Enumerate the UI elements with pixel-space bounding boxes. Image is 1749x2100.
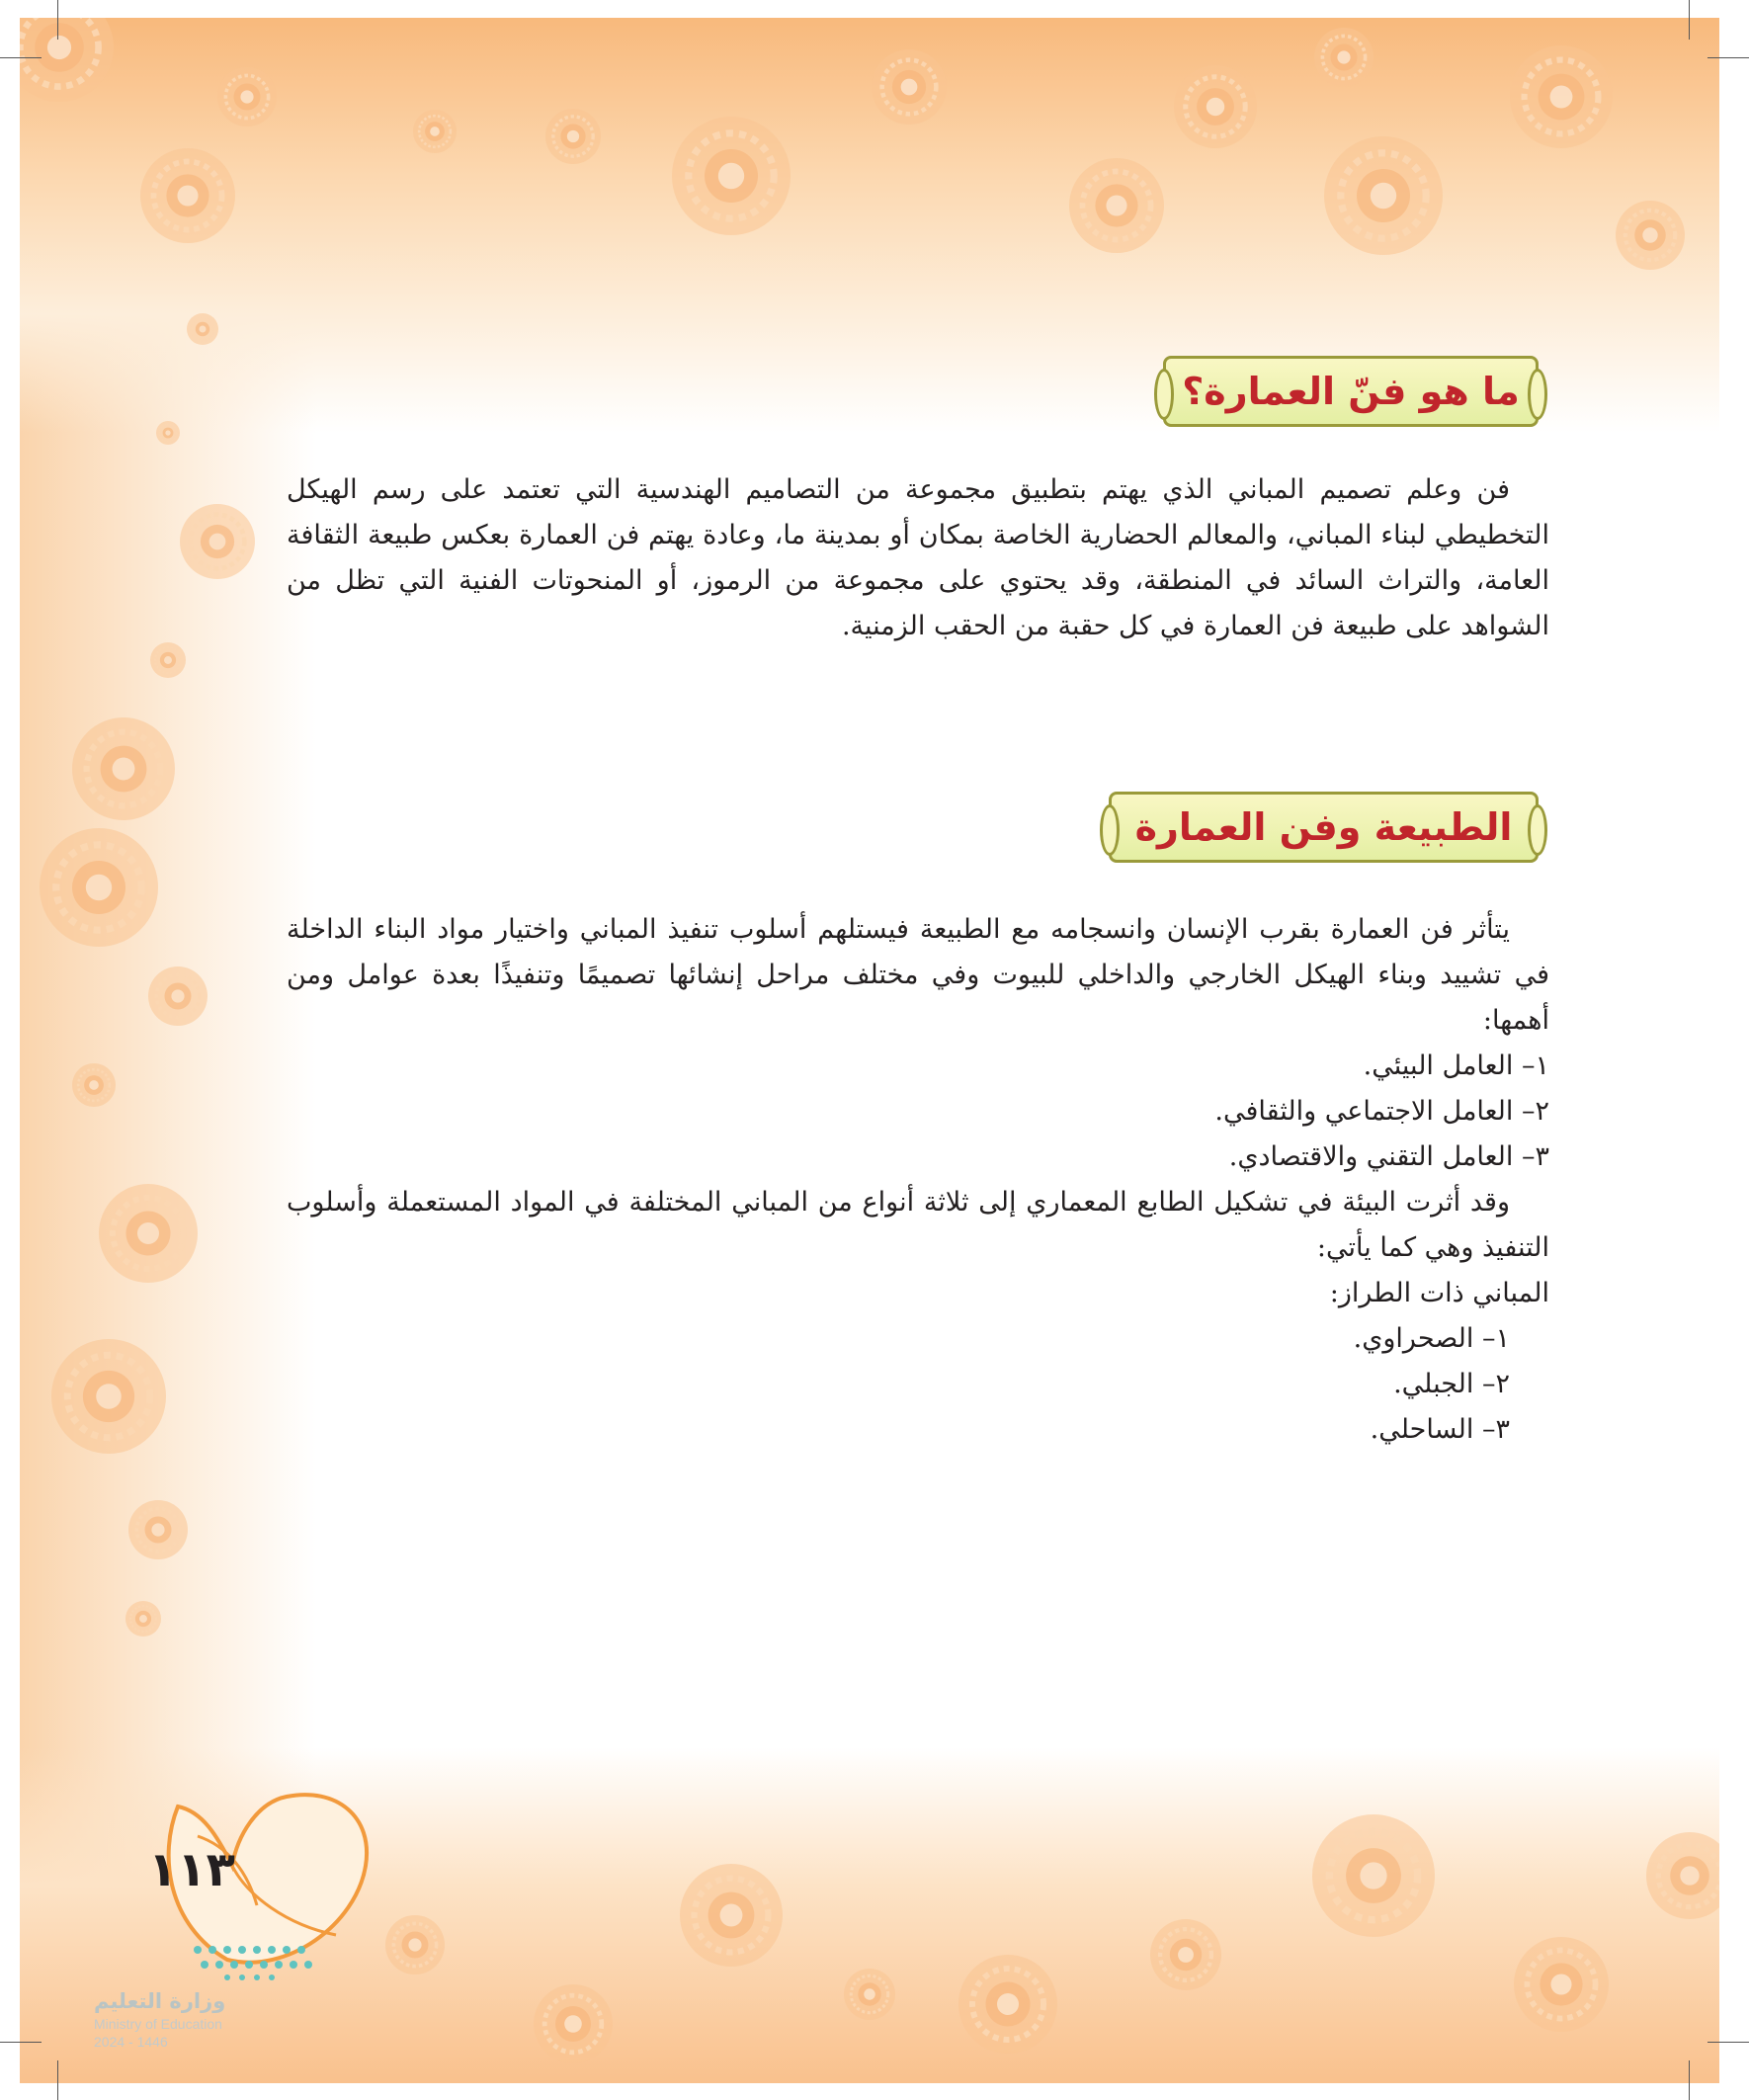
factor-item: ٣– العامل التقني والاقتصادي. — [1228, 1141, 1549, 1172]
ministry-name-arabic: وزارة التعليم — [94, 1989, 226, 2013]
heading-nature-and-architecture — [1109, 792, 1539, 863]
nature-intro-paragraph — [287, 907, 1549, 1044]
definition-paragraph — [287, 467, 1549, 649]
crop-mark — [1689, 0, 1690, 40]
style-item: ٣– الساحلي. — [1370, 1414, 1510, 1445]
crop-mark — [57, 0, 58, 40]
nature-intro-text: يتأثر فن العمارة بقرب الإنسان وانسجامه مع الطبيعة فيستلهم أسلوب تنفيذ المباني واختيار مواد البناء الداخلة في تشييد وبناء الهيكل الخارجي والداخلي للبيوت وفي مختلف مراحل إنشائها تصميمًا وتنفيذًا بعدة عوامل ومن أهمها: — [287, 914, 1549, 1036]
heading-nature-and-architecture-text: الطبيعة وفن العمارة — [1134, 805, 1513, 849]
factor-item: ٢– العامل الاجتماعي والثقافي. — [1214, 1096, 1549, 1127]
definition-text: فن وعلم تصميم المباني الذي يهتم بتطبيق مجموعة من التصاميم الهندسية التي تعتمد على رسم الهيكل التخطيطي لبناء المباني، والمعالم الحضارية الخاصة بمكان أو بمدينة ما، وعادة يهتم فن العمارة بعكس طبيعة الثقافة العامة، والتراث السائد في المنطقة، وقد يحتوي على مجموعة من الرموز، أو المنحوتات الفنية التي تظل من الشواهد على طبيعة فن العمارة في كل حقبة من الحقب الزمنية. — [287, 474, 1549, 641]
style-item: ١– الصحراوي. — [1353, 1323, 1510, 1354]
styles-title-text: المباني ذات الطراز: — [1329, 1278, 1549, 1308]
heading-what-is-architecture — [1163, 356, 1539, 427]
environment-paragraph — [287, 1180, 1549, 1271]
factors-list — [1214, 1044, 1549, 1180]
style-item: ٢– الجبلي. — [1393, 1369, 1510, 1399]
crop-mark — [1689, 2060, 1690, 2100]
crop-mark — [1707, 2042, 1749, 2043]
crop-mark — [57, 2060, 58, 2100]
crop-mark — [0, 2042, 42, 2043]
styles-title — [1330, 1271, 1549, 1316]
heading-what-is-architecture-text: ما هو فنّ العمارة؟ — [1182, 370, 1520, 413]
textbook-page — [20, 18, 1719, 2083]
edition-year: 2024 - 1446 — [94, 2034, 168, 2050]
crop-mark — [1707, 57, 1749, 58]
styles-list — [1354, 1316, 1510, 1453]
ministry-logo-icon — [188, 1940, 346, 1984]
factor-item: ١– العامل البيئي. — [1363, 1050, 1549, 1081]
page-number: ١١٣ — [148, 1842, 235, 1897]
crop-mark — [0, 57, 42, 58]
ministry-name-english: Ministry of Education — [94, 2016, 222, 2032]
environment-text: وقد أثرت البيئة في تشكيل الطابع المعماري إلى ثلاثة أنواع من المباني المختلفة في المواد المستعملة وأسلوب التنفيذ وهي كما يأتي: — [287, 1187, 1549, 1263]
